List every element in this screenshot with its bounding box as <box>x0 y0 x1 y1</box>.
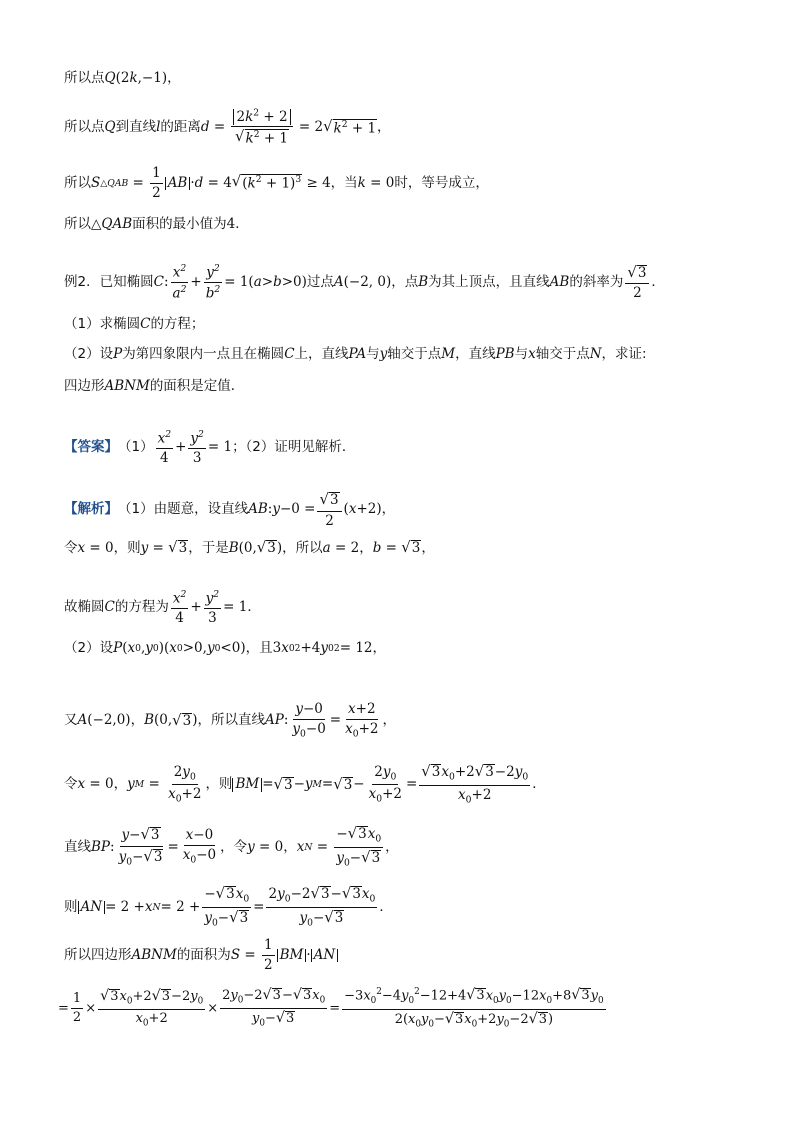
analysis-line-ap: 又 A (−2,0) ， B (0, √ 3 ) ，所以直线 AP : $\frac{y-0}{y_0-0}$ = $\frac{x+2}{x_0+2}$ ， <box>64 701 396 740</box>
line-point-q: 所以点 Q (2 k ,−1) ， <box>64 70 181 86</box>
question-1: （1）求椭圆 C 的方程； <box>64 316 205 332</box>
analysis-an: 则 AN = 2 + x N = 2 + − √ 3 $x_0$ $y_0-$ √ 3 = $2y_0-2$ √ 3 − √ 3 $x_0$ $y_0-$ √ 3 ． <box>64 884 393 929</box>
line-area-s: 所以 S △QAB = $\frac{1}{2}$ AB · d = 4 √ $(k^2 + 1)^3$ ≥ 4 ，当 k = 0 时，等号成立， <box>64 165 489 201</box>
line-min-area: 所以 △ QAB 面积的最小值为 4 ． <box>64 216 249 232</box>
analysis-area-expansion: = $\frac{1}{2}$ × √ 3 $x_0+2$ √ 3 $-2y_0$ $x_0+2$ × $2y_0-2$ √ 3 − √ 3 $x_0$ $y_0-$ √ 3 = $-3x_0^2-4y_0^2-12+4$ √ 3 $x_0y_0-12x_0+8$ √ 3 $y_0$ $2(x_0y_0-$ √ 3 $x_0+2y_0-2$ √ 3 ) <box>58 987 604 1030</box>
analysis-tag: 【解析】 <box>64 501 118 518</box>
question-2: （2）设 P 为第四象限内一点且在椭圆 C 上，直线 PA 与 y 轴交于点 M ，直线 PB 与 x 轴交于点 N ，求证: <box>64 346 647 362</box>
answer-line: 【答案】 （1） $\frac{x^2}{4}$ + $\frac{y^2}{3}$ = 1 ；（2）证明见解析． <box>64 429 356 467</box>
analysis-line-bp: 直线 BP : y− √ 3 $y_0-$ √ 3 = $\frac{x-0}{x_0-0}$ ，令 y = 0 ， x N = − √ 3 $x_0$ $y_0-$ √ 3 ， <box>64 824 399 869</box>
analysis-line-ab: 【解析】 （1）由题意，设直线 AB : y −0 = √ 3 2 ( x +2) ， <box>64 490 396 529</box>
question-2-cont: 四边形 ABNM 的面积是定值． <box>64 378 245 394</box>
analysis-point-b: 令 x = 0 ，则 y = √ 3 ，于是 B (0, √ 3 ) ，所以 a = 2 ， b = √ 3 ， <box>64 538 435 556</box>
line-distance-d: 所以点 Q 到直线 l 的距离 d = $2k^2 + 2$ √ $k^2 + 1$ = 2 √ $k^2 + 1$ ， <box>64 107 391 147</box>
analysis-area-s: 所以四边形 ABNM 的面积为 S = $\frac{1}{2}$ BM · AN <box>64 938 338 973</box>
analysis-ellipse-eq: 故椭圆 C 的方程为 $\frac{x^2}{4}$ + $\frac{y^2}{3}$ = 1 ． <box>64 589 261 627</box>
example-2-statement: 例2．已知椭圆 C : $\frac{x^2}{a^2}$ + $\frac{y^2}{b^2}$ = 1( a > b >0) 过点 A (−2, 0) ，点 B 为其上顶点，且直线 AB 的斜率为 √ 3 2 ． <box>64 262 665 302</box>
analysis-point-p: （2）设 P ( x 0 , y 0 )( x 0 >0, y 0 <0) ，且 3 x 0 2 +4 y 0 2 = 12 ， <box>64 640 387 656</box>
analysis-bm: 令 x = 0 ， y M = $\frac{2y_0}{x_0+2}$ ，则 BM = √ 3 − y M = √ 3 − $\frac{2y_0}{x_0+2}$ = √ 3 $x_0+2$ √ 3 $-2y_0$ $x_0+2$ ． <box>64 762 546 806</box>
answer-tag: 【答案】 <box>64 439 118 456</box>
